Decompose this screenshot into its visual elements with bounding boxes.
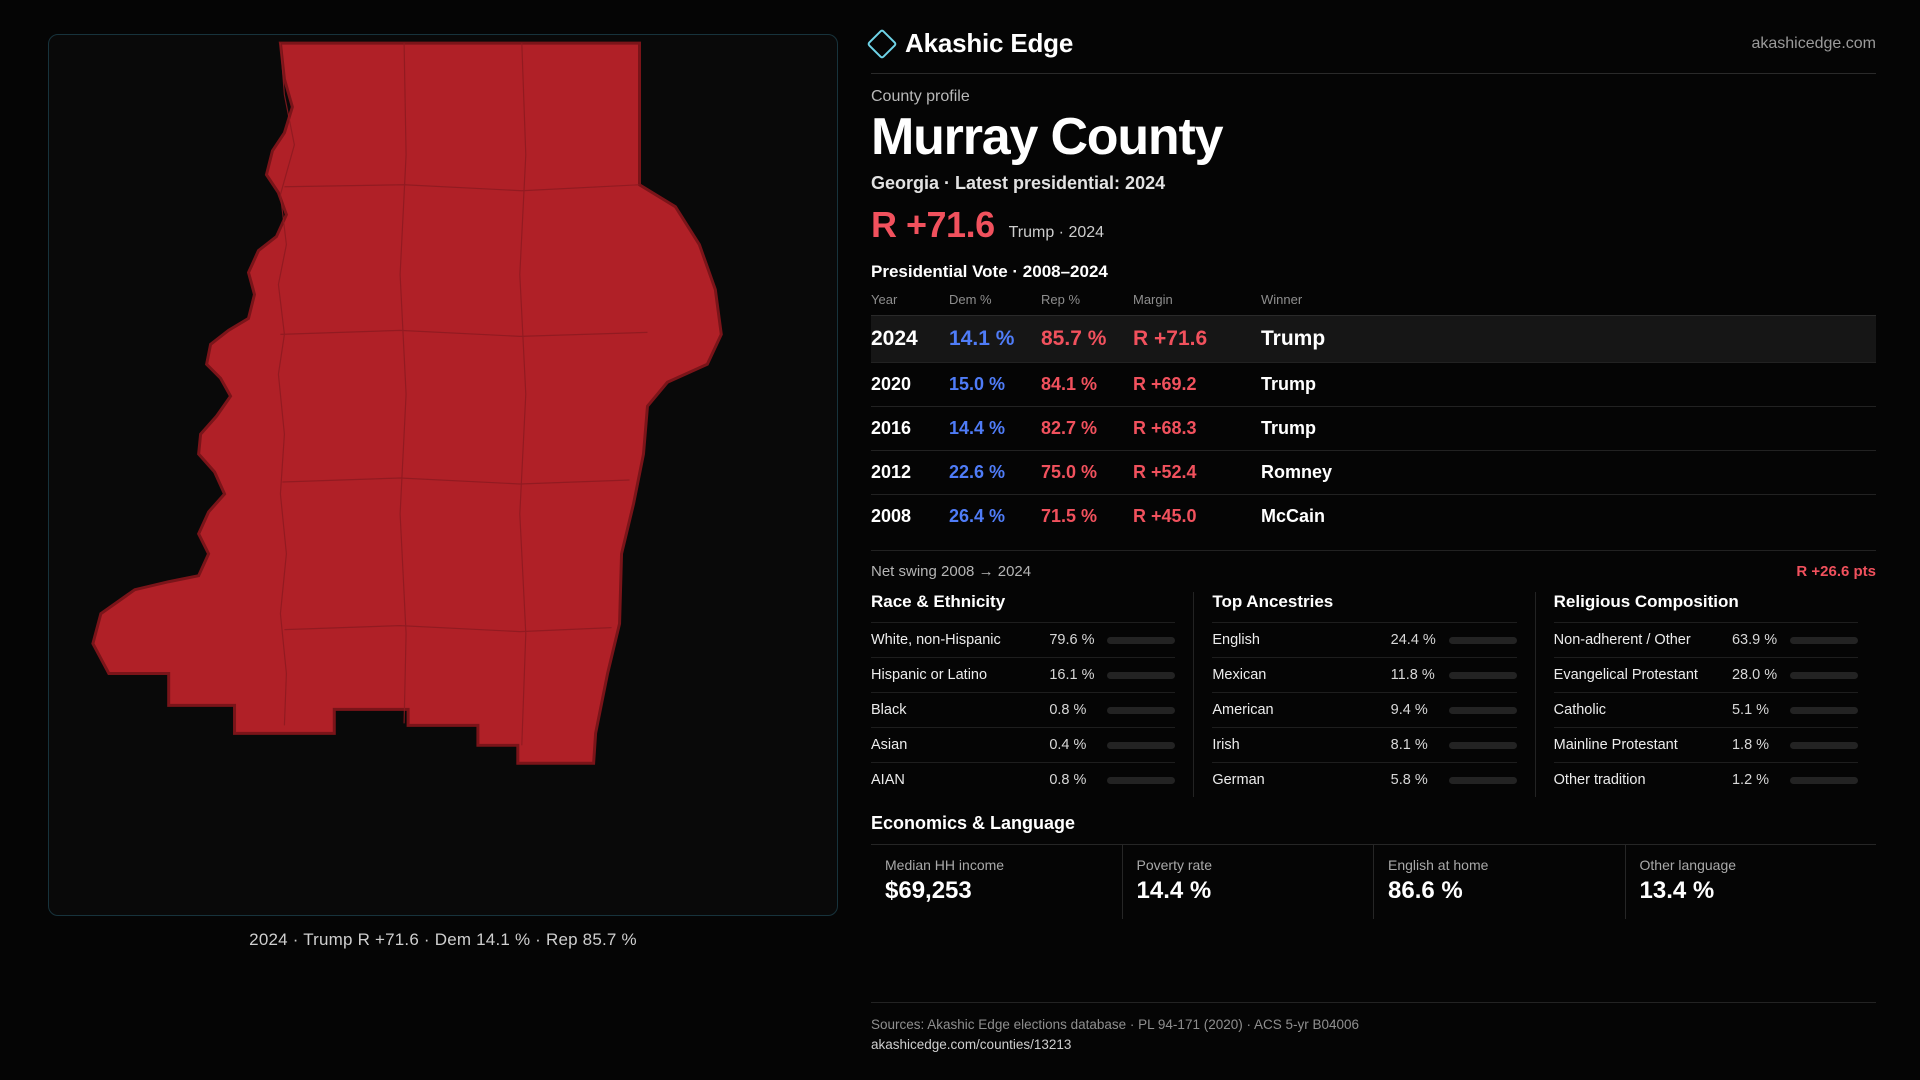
demographics-grid: [871, 592, 1876, 797]
cell-rep: 85.7 %: [1041, 316, 1133, 363]
cell-margin: R +71.6: [1133, 316, 1261, 363]
econ-label: Poverty rate: [1136, 857, 1212, 874]
cell-margin: R +69.2: [1133, 363, 1261, 407]
presidential-vote-table: [871, 292, 1876, 538]
economics-title: Economics & Language: [871, 813, 1076, 834]
ancestry-bar: [1449, 742, 1517, 749]
race-value: 0.8 %: [1049, 702, 1087, 719]
list-item: [871, 657, 1175, 692]
ancestry-label: English: [1212, 632, 1260, 649]
list-item: [871, 762, 1175, 797]
cell-margin: R +52.4: [1133, 451, 1261, 495]
cell-margin: R +68.3: [1133, 407, 1261, 451]
race-bar: [1107, 707, 1175, 714]
religion-bar: [1790, 707, 1858, 714]
col-margin: Margin: [1133, 292, 1173, 308]
info-panel: [845, 0, 1920, 1080]
ancestry-value: 11.8 %: [1390, 667, 1435, 684]
ancestry-bar: [1449, 637, 1517, 644]
cell-dem: 14.1 %: [949, 316, 1041, 363]
list-item: [1554, 762, 1858, 797]
list-item: [871, 692, 1175, 727]
race-label: Hispanic or Latino: [871, 667, 988, 684]
margin-note: Trump · 2024: [1008, 224, 1105, 242]
table-row: [871, 316, 1876, 363]
cell-year: 2020: [871, 363, 949, 407]
list-item: [1554, 727, 1858, 762]
net-swing-value: R +26.6 pts: [1796, 563, 1876, 581]
list-item: [1554, 692, 1858, 727]
footer: [871, 1002, 1876, 1052]
county-map-frame[interactable]: [48, 34, 838, 916]
religion-value: 1.8 %: [1731, 737, 1770, 754]
cell-rep: 71.5 %: [1041, 495, 1133, 539]
col-year: Year: [871, 292, 898, 308]
table-row: [871, 407, 1876, 451]
page-title: Murray County: [871, 108, 1223, 166]
religion-value: 1.2 %: [1731, 772, 1770, 789]
religion-label: Evangelical Protestant: [1553, 667, 1698, 684]
religion-value: 28.0 %: [1731, 667, 1778, 684]
religion-label: Catholic: [1553, 702, 1607, 719]
brand-bar: [871, 28, 1876, 74]
race-title: Race & Ethnicity: [871, 592, 1006, 612]
religion-bar: [1790, 672, 1858, 679]
county-map-svg: [49, 35, 837, 915]
brand-left: [871, 28, 1073, 59]
table-header-row: [871, 292, 1876, 316]
cell-winner: Trump: [1261, 316, 1876, 363]
race-value: 0.8 %: [1049, 772, 1087, 789]
econ-label: English at home: [1388, 857, 1489, 874]
econ-cell: [1373, 845, 1625, 919]
race-label: AIAN: [871, 772, 905, 789]
ancestry-value: 24.4 %: [1390, 632, 1436, 649]
cell-dem: 22.6 %: [949, 451, 1041, 495]
map-caption: 2024 · Trump R +71.6 · Dem 14.1 % · Rep 85.7 %: [249, 930, 637, 949]
race-bar: [1107, 742, 1175, 749]
econ-cell: [1625, 845, 1877, 919]
list-item: [1212, 622, 1516, 657]
ancestry-label: Irish: [1212, 737, 1240, 754]
race-bar: [1107, 672, 1175, 679]
cell-rep: 75.0 %: [1041, 451, 1133, 495]
ancestry-label: American: [1212, 702, 1274, 719]
cell-year: 2024: [871, 316, 949, 363]
religion-value: 63.9 %: [1731, 632, 1778, 649]
list-item: [1212, 762, 1516, 797]
religion-bar: [1790, 742, 1858, 749]
ancestry-bar: [1449, 672, 1517, 679]
ancestry-value: 5.8 %: [1390, 772, 1428, 789]
cell-year: 2008: [871, 495, 949, 539]
cell-year: 2016: [871, 407, 949, 451]
religion-value: 5.1 %: [1731, 702, 1770, 719]
ancestry-value: 9.4 %: [1390, 702, 1428, 719]
county-outline: [93, 43, 721, 763]
list-item: [1554, 657, 1858, 692]
econ-value: 13.4 %: [1639, 877, 1715, 905]
table-row: [871, 495, 1876, 539]
race-label: Asian: [871, 737, 908, 754]
econ-value: 86.6 %: [1388, 877, 1463, 905]
ancestry-column: [1193, 592, 1534, 797]
county-shape-group: [93, 43, 721, 763]
col-rep: Rep %: [1041, 292, 1081, 308]
econ-value: 14.4 %: [1136, 877, 1212, 905]
cell-dem: 14.4 %: [949, 407, 1041, 451]
ancestry-bar: [1449, 707, 1517, 714]
cell-dem: 26.4 %: [949, 495, 1041, 539]
econ-label: Median HH income: [885, 857, 1005, 874]
map-panel: [0, 0, 845, 1080]
page-kicker: County profile: [871, 88, 970, 105]
cell-winner: Romney: [1261, 451, 1876, 495]
religion-label: Other tradition: [1553, 772, 1646, 789]
list-item: [1212, 657, 1516, 692]
race-bar: [1107, 637, 1175, 644]
ancestry-label: Mexican: [1212, 667, 1267, 684]
page-subtitle: Georgia · Latest presidential: 2024: [871, 173, 1166, 194]
econ-cell: [1122, 845, 1374, 919]
list-item: [1212, 692, 1516, 727]
economics-grid: [871, 844, 1876, 919]
margin-value: R +71.6: [871, 204, 995, 246]
cell-rep: 82.7 %: [1041, 407, 1133, 451]
religion-column: [1535, 592, 1876, 797]
cell-year: 2012: [871, 451, 949, 495]
race-label: Black: [871, 702, 907, 719]
brand-website: akashicedge.com: [1751, 34, 1876, 52]
ancestry-label: German: [1212, 772, 1265, 789]
cell-winner: McCain: [1261, 495, 1876, 539]
religion-label: Mainline Protestant: [1553, 737, 1678, 754]
list-item: [871, 727, 1175, 762]
cell-margin: R +45.0: [1133, 495, 1261, 539]
race-value: 79.6 %: [1049, 632, 1095, 649]
religion-label: Non-adherent / Other: [1553, 632, 1691, 649]
col-dem: Dem %: [949, 292, 992, 308]
cell-winner: Trump: [1261, 407, 1876, 451]
table-row: [871, 451, 1876, 495]
table-row: [871, 363, 1876, 407]
econ-value: $69,253: [885, 877, 972, 905]
list-item: [871, 622, 1175, 657]
religion-bar: [1790, 777, 1858, 784]
footer-url[interactable]: akashicedge.com/counties/13213: [871, 1037, 1072, 1052]
ancestry-bar: [1449, 777, 1517, 784]
race-value: 16.1 %: [1049, 667, 1095, 684]
net-swing-label: Net swing 2008 → 2024: [871, 563, 1032, 581]
cell-winner: Trump: [1261, 363, 1876, 407]
vote-table-title: Presidential Vote · 2008–2024: [871, 262, 1108, 282]
list-item: [1554, 622, 1858, 657]
headline-margin: [871, 204, 1876, 246]
race-value: 0.4 %: [1049, 737, 1087, 754]
list-item: [1212, 727, 1516, 762]
col-winner: Winner: [1261, 292, 1303, 308]
econ-cell: [871, 845, 1122, 919]
cell-dem: 15.0 %: [949, 363, 1041, 407]
footer-sources: Sources: Akashic Edge elections database · PL 94-171 (2020) · ACS 5-yr B04006: [871, 1017, 1360, 1032]
net-swing-row: [871, 550, 1876, 580]
ancestry-value: 8.1 %: [1390, 737, 1428, 754]
brand-name: Akashic Edge: [905, 28, 1074, 58]
ancestry-title: Top Ancestries: [1212, 592, 1334, 612]
diamond-icon: [866, 28, 897, 59]
race-ethnicity-column: [871, 592, 1193, 797]
cell-rep: 84.1 %: [1041, 363, 1133, 407]
econ-label: Other language: [1639, 857, 1737, 874]
religion-bar: [1790, 637, 1858, 644]
race-bar: [1107, 777, 1175, 784]
race-label: White, non-Hispanic: [871, 632, 1001, 649]
religion-title: Religious Composition: [1553, 592, 1739, 612]
